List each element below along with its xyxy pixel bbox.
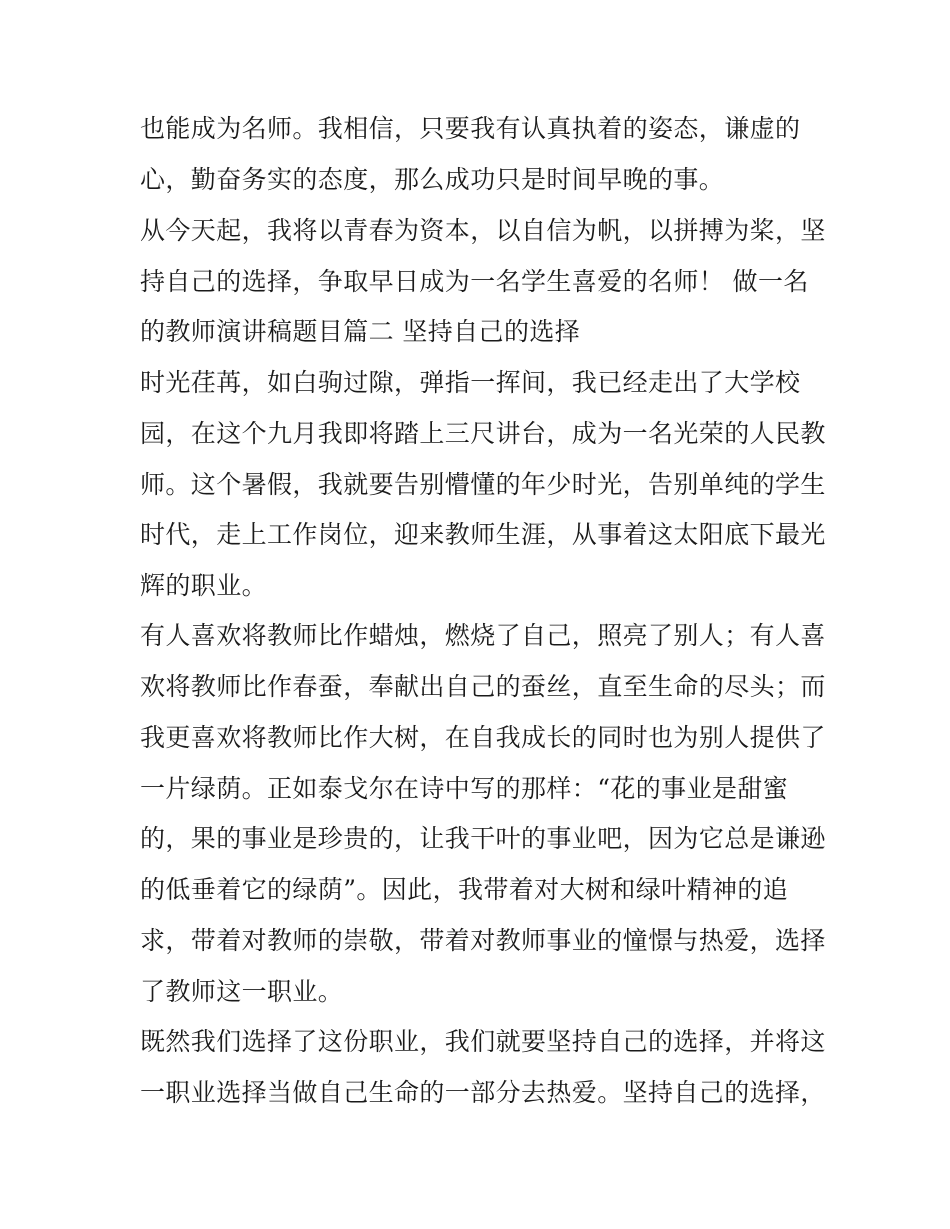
text-line: 一职业选择当做自己生命的一部分去热爱。坚持自己的选择， bbox=[140, 1078, 826, 1107]
text-line: 也能成为名师。我相信，只要我有认真执着的姿态，谦虚的 bbox=[140, 114, 801, 143]
text-line: 辉的职业。 bbox=[140, 571, 268, 600]
text-line: 欢将教师比作春蚕，奉献出自己的蚕丝，直至生命的尽头；而 bbox=[140, 672, 826, 701]
text-line: 时光荏苒，如白驹过隙，弹指一挥间，我已经走出了大学校 bbox=[140, 368, 801, 397]
text-line: 有人喜欢将教师比作蜡烛，燃烧了自己，照亮了别人；有人喜 bbox=[140, 621, 826, 650]
text-line: 心，勤奋务实的态度，那么成功只是时间早晚的事。 bbox=[140, 165, 725, 194]
text-line: 持自己的选择，争取早日成为一名学生喜爱的名师！ 做一名 bbox=[140, 267, 809, 296]
text-line: 求，带着对教师的崇敬，带着对教师事业的憧憬与热爱，选择 bbox=[140, 926, 826, 955]
text-line: 既然我们选择了这份职业，我们就要坚持自己的选择，并将这 bbox=[140, 1027, 826, 1056]
text-line: 我更喜欢将教师比作大树，在自我成长的同时也为别人提供了 bbox=[140, 723, 826, 752]
text-line: 师。这个暑假，我就要告别懵懂的年少时光，告别单纯的学生 bbox=[140, 470, 826, 499]
text-line: 的低垂着它的绿荫”。因此，我带着对大树和绿叶精神的追 bbox=[140, 875, 789, 904]
text-line: 时代，走上工作岗位，迎来教师生涯，从事着这太阳底下最光 bbox=[140, 520, 826, 549]
text-line: 一片绿荫。正如泰戈尔在诗中写的那样：“花的事业是甜蜜 bbox=[140, 774, 789, 803]
text-line: 的，果的事业是珍贵的，让我干叶的事业吧，因为它总是谦逊 bbox=[140, 824, 826, 853]
text-line: 园，在这个九月我即将踏上三尺讲台，成为一名光荣的人民教 bbox=[140, 419, 826, 448]
text-line: 了教师这一职业。 bbox=[140, 977, 344, 1006]
text-line: 从今天起，我将以青春为资本，以自信为帆，以拼搏为桨，坚 bbox=[140, 216, 826, 245]
section-heading-line: 的教师演讲稿题目篇二 坚持自己的选择 bbox=[140, 317, 581, 346]
